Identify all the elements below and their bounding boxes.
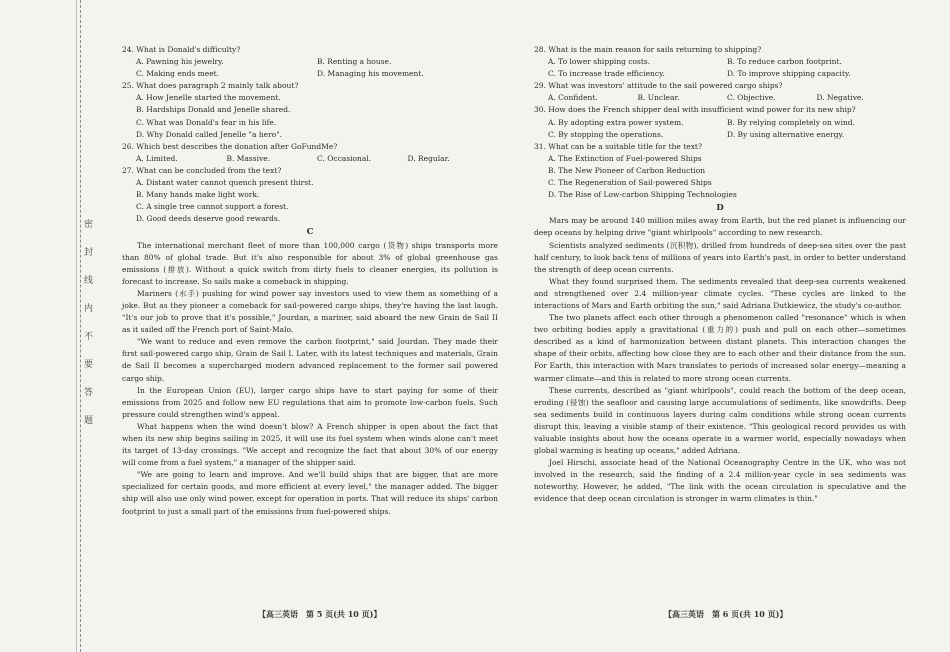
option-b: B. Renting a house.: [317, 57, 392, 67]
passage-paragraph: These currents, described as "giant whirlpools", could reach the bottom of the deep ocean, eroding (侵蚀) the seafloor and causing large accumulations of sediments, like snowdrifts. Deep sea sediments build in continuous layers during calm conditions while strong ocean currents disrupt this, leaving a visible stamp of their existence. "This geological record provides us with valuable insights about how the oceans operate in a warmer world, especially nowadays when global warming is heating up oceans," added Adriana.: [534, 385, 906, 456]
option-a: A. By adopting extra power system.: [548, 117, 684, 127]
option-c: C. By stopping the operations.: [548, 129, 664, 139]
option-d: D. The Rise of Low-carbon Shipping Technologies: [548, 190, 737, 200]
passage-paragraph: "We are going to learn and improve. And we'll build ships that are bigger, that are more specialized for certain goods, and more efficient at every level," the manager added. The bigger ship will also use only wind power, except for operation in ports. That will reduce its ships' carbon footprint to just a small part of the emissions from fuel-powered ships.: [122, 470, 498, 516]
question-29: [534, 80, 906, 104]
right-page-column: [534, 44, 906, 506]
question-options: [534, 56, 906, 80]
binding-label: 答: [84, 388, 94, 398]
passage-paragraph: Scientists analyzed sediments (沉积物), drilled from hundreds of deep-sea sites over the past half century, to look back tens of millions of years into Earth's past, in order to better understand the strength of deep ocean currents.: [534, 240, 906, 274]
option-c: C. To increase trade efficiency.: [548, 69, 665, 79]
binding-label: 线: [84, 276, 94, 286]
passage-paragraph: The two planets affect each other through a phenomenon called "resonance" which is when two orbiting bodies apply a gravitational (重力的) push and pull on each other—sometimes described as a kind of harmonization between distant planets. This interaction changes the shape of their orbits, affecting how close they are to each other and their distance from the sun. For Earth, this interaction with Mars translates to periods of increased solar energy—meaning a warmer climate—and this is related to more strong ocean currents.: [534, 313, 906, 383]
binding-label: 密: [84, 220, 94, 230]
question-options: [534, 92, 906, 104]
option-a: A. Confident.: [548, 93, 598, 103]
passage-paragraph: Joel Hirschi, associate head of the National Oceanography Centre in the UK, who was not involved in the research, said the finding of a 2.4 million-year cycle in sea sediments was noteworthy. However, he added, "The link with the ocean circulation is speculative and the evidence that deep ocean circulation is stronger in warm climates is thin.": [534, 458, 906, 504]
question-24: [122, 44, 498, 80]
option-d: D. Good deeds deserve good rewards.: [136, 214, 281, 224]
question-30: [534, 104, 906, 140]
passage-paragraph: What they found surprised them. The sediments revealed that deep-sea currents weakened and strengthened over 2.4 million-year climate cycles. "These cycles are linked to the interactions of Mars and Earth orbiting the sun," said Adriana Dutkiewicz, the study's co-author.: [534, 276, 906, 310]
question-text: 24. What is Donald's difficulty?: [122, 45, 241, 54]
option-b: B. By relying completely on wind.: [727, 117, 855, 127]
question-text: 31. What can be a suitable title for the text?: [534, 141, 702, 151]
question-text: 29. What was investors' attitude to the sail powered cargo ships?: [534, 81, 783, 91]
question-text: 28. What is the main reason for sails returning to shipping?: [534, 45, 762, 54]
option-d: D. Regular.: [407, 153, 450, 163]
passage-paragraph: What happens when the wind doesn't blow? A French shipper is open about the fact that when its new ship begins sailing in 2025, it will use its fuel system when winds alone can't meet its target of 13-day crossings. "We accept and recognize the fact that about 30% of our energy will come from a fuel system," a manager of the shipper said.: [122, 421, 498, 468]
binding-label: 内: [84, 304, 94, 314]
option-b: B. Many hands make light work.: [136, 190, 260, 200]
question-31: [534, 141, 906, 201]
option-a: A. How Jenelle started the movement.: [136, 93, 281, 103]
option-b: B. To reduce carbon footprint.: [727, 57, 842, 67]
option-c: C. Objective.: [727, 93, 776, 103]
question-options: [534, 153, 906, 201]
left-page-column: [122, 44, 498, 518]
section-heading-c: C: [306, 227, 314, 238]
option-d: D. Why Donald called Jenelle "a hero".: [136, 129, 283, 139]
question-options: [122, 56, 498, 80]
option-d: D. Negative.: [816, 93, 864, 103]
option-d: D. Managing his movement.: [317, 69, 424, 79]
option-a: A. Distant water cannot quench present thirst.: [136, 178, 314, 188]
question-text: 25. What does paragraph 2 mainly talk about?: [122, 81, 299, 91]
option-c: C. What was Donald's fear in his life.: [136, 117, 277, 127]
question-options: [122, 153, 498, 165]
option-a: A. The Extinction of Fuel-powered Ships: [548, 153, 702, 163]
option-d: D. To improve shipping capacity.: [727, 69, 851, 79]
binding-label: 要: [84, 360, 94, 370]
passage-paragraph: Mars may be around 140 million miles away from Earth, but the red planet is influencing our deep oceans by helping drive "giant whirlpools" according to new research.: [534, 216, 906, 238]
question-options: [122, 177, 498, 225]
question-26: [122, 141, 498, 165]
section-heading-d: D: [716, 203, 724, 214]
passage-paragraph: In the European Union (EU), larger cargo ships have to start paying for some of their emissions from 2025 and follow new EU regulations that aim to promote low-carbon fuels. Such pressure could strengthen wind's appeal.: [122, 385, 498, 419]
binding-labels: [84, 220, 96, 426]
option-b: B. Unclear.: [637, 93, 680, 103]
question-text: 26. Which best describes the donation after GoFundMe?: [122, 141, 338, 151]
option-d: D. By using alternative energy.: [727, 129, 845, 139]
binding-label: 不: [84, 332, 94, 342]
binding-margin: [0, 0, 100, 652]
binding-dashed-line: [80, 0, 82, 652]
question-text: 30. How does the French shipper deal with insufficient wind power for its new ship?: [534, 105, 856, 115]
page-footer: 【高三英语 第 6 页(共 10 页)】: [664, 609, 788, 619]
option-b: B. Hardships Donald and Jenelle shared.: [136, 105, 291, 115]
option-a: A. Pawning his jewelry.: [136, 57, 224, 67]
question-27: [122, 165, 498, 225]
option-c: C. The Regeneration of Sail-powered Ships: [548, 178, 712, 188]
page-footer: 【高三英语 第 5 页(共 10 页)】: [258, 609, 382, 619]
option-b: B. Massive.: [226, 153, 271, 163]
passage-paragraph: "We want to reduce and even remove the carbon footprint," said Jourdan. They made their first sail-powered cargo ship, Grain de Sail I. Later, with its latest techniques and materials, Grain de Sail II becomes a supercharged modern advanced replacement to the former sail powered cargo ship.: [122, 337, 498, 383]
option-a: A. To lower shipping costs.: [548, 57, 651, 67]
option-c: C. Making ends meet.: [136, 69, 220, 79]
option-b: B. The New Pioneer of Carbon Reduction: [548, 165, 706, 175]
passage-paragraph: The international merchant fleet of more than 100,000 cargo (货物) ships transports more than 80% of global trade. But it's also responsible for about 3% of global greenhouse gas emissions (排放). Without a quick switch from dirty fuels to cleaner energies, its pollution is forecast to increase. So sails make a comeback in shipping.: [122, 240, 498, 286]
question-28: [534, 44, 906, 80]
question-options: [534, 117, 906, 141]
binding-solid-line: [76, 0, 77, 652]
passage-paragraph: Mariners (水手) pushing for wind power say investors used to view them as something of a joke. But as they pioneer a comeback for sail-powered cargo ships, they're having the last laugh. "It's our job to prove that it's possible," Jourdan, a mariner, said aboard the new Grain de Sail II as it sailed off the French port of Saint-Malo.: [122, 288, 498, 335]
question-options: [122, 92, 498, 140]
option-c: C. Occasional.: [317, 153, 372, 163]
question-text: 27. What can be concluded from the text?: [122, 165, 282, 175]
option-c: C. A single tree cannot support a forest.: [136, 202, 289, 212]
option-a: A. Limited.: [136, 153, 178, 163]
binding-label: 封: [84, 248, 94, 258]
question-25: [122, 80, 498, 140]
binding-label: 题: [84, 416, 94, 426]
